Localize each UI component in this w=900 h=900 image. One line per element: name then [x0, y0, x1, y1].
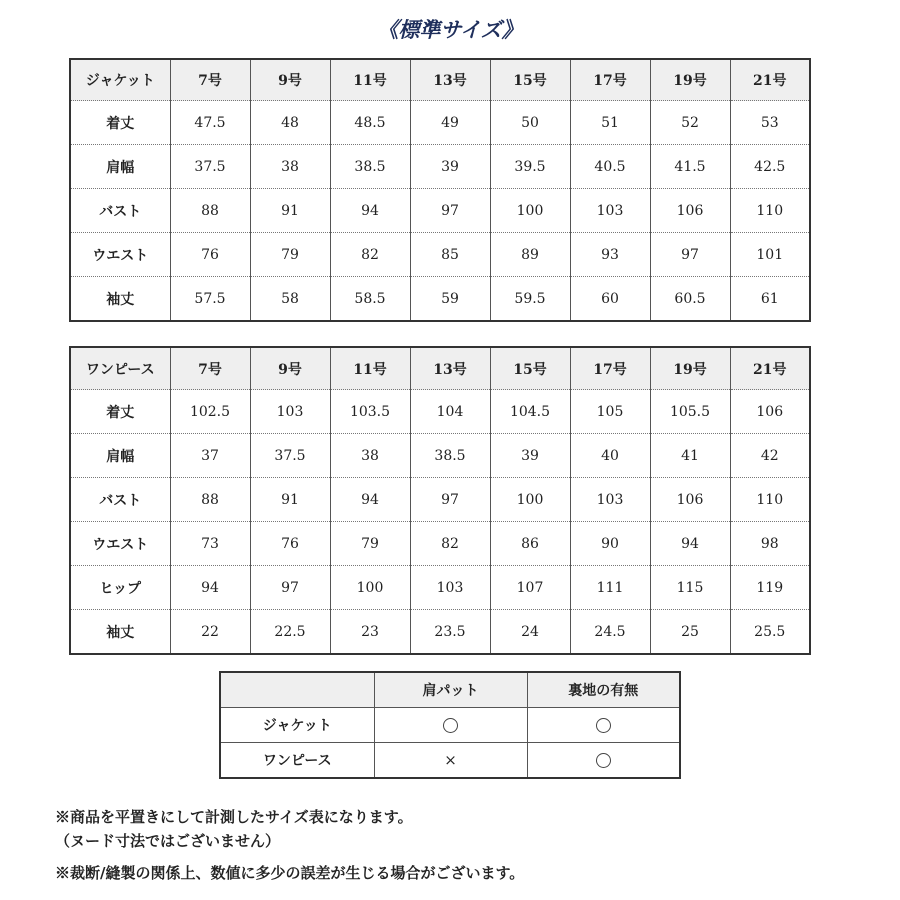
measurement-cell: 97: [410, 189, 490, 233]
measurement-cell: 53: [730, 101, 810, 145]
measurement-cell: 42: [730, 434, 810, 478]
size-column-header: 7号: [170, 59, 250, 101]
circle-icon: [596, 718, 611, 733]
measurement-cell: 76: [170, 233, 250, 277]
measurement-cell: 37.5: [170, 145, 250, 189]
row-label: バスト: [70, 189, 170, 233]
measurement-cell: 97: [410, 478, 490, 522]
measurement-cell: 48: [250, 101, 330, 145]
feature-table: [219, 671, 681, 779]
size-column-header: 21号: [730, 59, 810, 101]
size-column-header: 21号: [730, 347, 810, 390]
feature-cell: [527, 743, 680, 779]
note-tolerance: ※裁断/縫製の関係上、数値に多少の誤差が生じる場合がございます。: [55, 864, 525, 882]
measurement-cell: 23: [330, 610, 410, 655]
measurement-cell: 100: [330, 566, 410, 610]
measurement-cell: 106: [650, 478, 730, 522]
size-column-header: 11号: [330, 347, 410, 390]
measurement-cell: 41: [650, 434, 730, 478]
size-column-header: 17号: [570, 59, 650, 101]
table-row: [220, 743, 680, 779]
size-column-header: 15号: [490, 347, 570, 390]
measurement-cell: 24.5: [570, 610, 650, 655]
measurement-cell: 91: [250, 478, 330, 522]
table-row: [70, 478, 810, 522]
size-column-header: 15号: [490, 59, 570, 101]
table-corner-label: ジャケット: [70, 59, 170, 101]
measurement-cell: 73: [170, 522, 250, 566]
cross-icon: ×: [444, 751, 457, 769]
measurement-cell: 39.5: [490, 145, 570, 189]
measurement-cell: 94: [170, 566, 250, 610]
measurement-cell: 110: [730, 189, 810, 233]
table-row: [70, 101, 810, 145]
measurement-cell: 58: [250, 277, 330, 322]
measurement-cell: 88: [170, 189, 250, 233]
row-label: ジャケット: [220, 708, 374, 743]
measurement-cell: 38.5: [410, 434, 490, 478]
measurement-cell: 100: [490, 478, 570, 522]
row-label: ウエスト: [70, 233, 170, 277]
measurement-cell: 89: [490, 233, 570, 277]
size-column-header: 9号: [250, 59, 330, 101]
measurement-cell: 94: [650, 522, 730, 566]
measurement-cell: 110: [730, 478, 810, 522]
measurement-cell: 60: [570, 277, 650, 322]
row-label: ワンピース: [220, 743, 374, 779]
measurement-cell: 52: [650, 101, 730, 145]
measurement-cell: 48.5: [330, 101, 410, 145]
measurement-cell: 59: [410, 277, 490, 322]
measurement-cell: 105: [570, 390, 650, 434]
circle-icon: [443, 718, 458, 733]
measurement-cell: 98: [730, 522, 810, 566]
onepiece-size-table: [69, 346, 811, 655]
table-row: [70, 145, 810, 189]
measurement-cell: 25.5: [754, 623, 786, 640]
measurement-cell: 51: [570, 101, 650, 145]
measurement-cell: 60.5: [650, 277, 730, 322]
size-column-header: 19号: [650, 347, 730, 390]
table-row: [70, 277, 810, 322]
measurement-cell: 105.5: [650, 390, 730, 434]
table-row: [70, 522, 810, 566]
measurement-cell: 111: [570, 566, 650, 610]
measurement-cell: 79: [330, 522, 410, 566]
row-label: 肩幅: [70, 145, 170, 189]
measurement-cell: 57.5: [170, 277, 250, 322]
measurement-cell: 101: [730, 233, 810, 277]
measurement-cell: 76: [250, 522, 330, 566]
size-column-header: 17号: [570, 347, 650, 390]
row-label: 袖丈: [70, 277, 170, 322]
feature-column-header: 裏地の有無: [527, 672, 680, 708]
row-label: バスト: [70, 478, 170, 522]
measurement-cell: 103: [250, 390, 330, 434]
measurement-cell: 38: [250, 145, 330, 189]
row-label: ウエスト: [70, 522, 170, 566]
table-row: [70, 189, 810, 233]
page-title: 《標準サイズ》: [377, 17, 523, 42]
measurement-cell: 104.5: [490, 390, 570, 434]
measurement-cell: 106: [650, 189, 730, 233]
measurement-cell: 88: [170, 478, 250, 522]
row-label: 袖丈: [70, 610, 170, 655]
measurement-cell: 82: [330, 233, 410, 277]
measurement-cell: 41.5: [650, 145, 730, 189]
header-row: [220, 672, 680, 708]
size-column-header: 19号: [650, 59, 730, 101]
header-row: [70, 59, 810, 101]
measurement-cell: 115: [650, 566, 730, 610]
measurement-cell: 24: [490, 610, 570, 655]
feature-cell: [374, 708, 527, 743]
row-label: 着丈: [70, 390, 170, 434]
measurement-cell: 37.5: [250, 434, 330, 478]
measurement-cell: 82: [410, 522, 490, 566]
notes: [55, 805, 855, 885]
measurement-cell: 106: [730, 390, 810, 434]
row-label: 肩幅: [70, 434, 170, 478]
measurement-cell: 103: [570, 478, 650, 522]
feature-cell: [374, 743, 527, 779]
measurement-cell: 22: [170, 610, 250, 655]
measurement-cell: 86: [490, 522, 570, 566]
measurement-cell: 49: [410, 101, 490, 145]
measurement-cell: 91: [250, 189, 330, 233]
measurement-cell: 119: [730, 566, 810, 610]
circle-icon: [596, 753, 611, 768]
measurement-cell: 47.5: [170, 101, 250, 145]
measurement-cell: 94: [330, 478, 410, 522]
measurement-cell: 104: [410, 390, 490, 434]
table-row: [220, 708, 680, 743]
table-row: [70, 233, 810, 277]
measurement-cell: 25: [650, 610, 730, 655]
table-row: [70, 610, 810, 655]
size-column-header: 11号: [330, 59, 410, 101]
table-row: [70, 390, 810, 434]
measurement-cell: 50: [490, 101, 570, 145]
measurement-cell: 107: [490, 566, 570, 610]
measurement-cell: 103: [570, 189, 650, 233]
measurement-cell: 103.5: [330, 390, 410, 434]
table-row: [70, 566, 810, 610]
measurement-cell: 23.5: [410, 610, 490, 655]
table-corner-label: [220, 672, 374, 708]
measurement-cell: 97: [650, 233, 730, 277]
size-column-header: 13号: [410, 59, 490, 101]
feature-column-header: 肩パット: [374, 672, 527, 708]
measurement-cell: 61: [760, 290, 779, 307]
size-column-header: 13号: [410, 347, 490, 390]
measurement-cell: 39: [490, 434, 570, 478]
measurement-cell: 38: [330, 434, 410, 478]
row-label: ヒップ: [70, 566, 170, 610]
size-column-header: 9号: [250, 347, 330, 390]
measurement-cell: 93: [570, 233, 650, 277]
measurement-cell: 59.5: [490, 277, 570, 322]
jacket-size-table: [69, 58, 811, 322]
measurement-cell: 42.5: [730, 145, 810, 189]
measurement-cell: 39: [410, 145, 490, 189]
measurement-cell: 103: [410, 566, 490, 610]
feature-cell: [527, 708, 680, 743]
measurement-cell: 38.5: [330, 145, 410, 189]
measurement-cell: 40.5: [570, 145, 650, 189]
measurement-cell: 79: [250, 233, 330, 277]
measurement-cell: 22.5: [250, 610, 330, 655]
row-label: 着丈: [70, 101, 170, 145]
measurement-cell: 90: [570, 522, 650, 566]
measurement-cell: 100: [490, 189, 570, 233]
measurement-cell: 97: [250, 566, 330, 610]
size-column-header: 7号: [170, 347, 250, 390]
measurement-cell: 94: [330, 189, 410, 233]
measurement-cell: 40: [570, 434, 650, 478]
measurement-cell: 37: [170, 434, 250, 478]
table-corner-label: ワンピース: [70, 347, 170, 390]
note-measurement: ※商品を平置きにして計測したサイズ表になります。: [55, 808, 413, 826]
table-row: [70, 434, 810, 478]
header-row: [70, 347, 810, 390]
measurement-cell: 58.5: [330, 277, 410, 322]
measurement-cell: 85: [410, 233, 490, 277]
measurement-cell: 102.5: [170, 390, 250, 434]
note-not-nude-size: （ヌード寸法ではございません）: [55, 832, 281, 850]
